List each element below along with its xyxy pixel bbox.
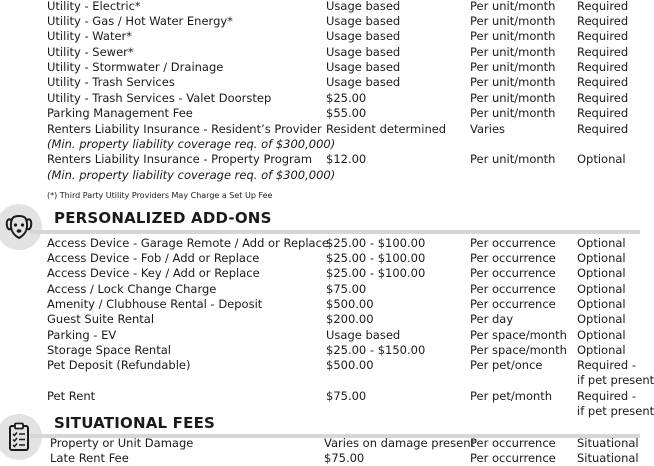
fee-name: Amenity / Clubhouse Rental - Deposit: [47, 297, 263, 311]
fee-name: Utility - Electric*: [47, 0, 141, 13]
table-row: [0, 343, 640, 358]
fee-frequency: Per unit/month: [470, 152, 556, 166]
fee-frequency: Per unit/month: [470, 60, 556, 74]
fee-requirement-note: if pet present: [577, 373, 654, 387]
fee-requirement: Optional: [577, 251, 626, 265]
fee-frequency: Per occurrence: [470, 297, 556, 311]
coverage-note: (Min. property liability coverage req. of $300,000): [47, 168, 336, 182]
fee-name: Guest Suite Rental: [47, 312, 155, 326]
fee-frequency: Per unit/month: [470, 0, 556, 13]
table-row: [0, 29, 640, 44]
fee-requirement: Optional: [577, 328, 626, 342]
fee-requirement: Required: [577, 91, 629, 105]
fee-requirement: Required: [577, 14, 629, 28]
fee-amount: Usage based: [326, 75, 401, 89]
fee-requirement: Optional: [577, 312, 626, 326]
fee-requirement: Optional: [577, 297, 626, 311]
fee-requirement: Required: [577, 106, 629, 120]
fee-amount: $55.00: [326, 106, 367, 120]
fee-amount: $200.00: [326, 312, 374, 326]
table-row: [0, 0, 640, 14]
fee-requirement: Required -: [577, 389, 636, 403]
fee-frequency: Per space/month: [470, 343, 567, 357]
table-row: [0, 358, 640, 373]
fee-name: Renters Liability Insurance - Resident’s Provider: [47, 122, 322, 136]
fee-requirement: Required -: [577, 358, 636, 372]
fee-name: Parking Management Fee: [47, 106, 193, 120]
fee-amount: Usage based: [326, 0, 401, 13]
fee-frequency: Per space/month: [470, 328, 567, 342]
fee-amount: $12.00: [326, 152, 367, 166]
table-row: [0, 106, 640, 121]
fee-amount: Usage based: [326, 14, 401, 28]
table-row: [0, 436, 640, 451]
fee-amount: Usage based: [326, 60, 401, 74]
table-row: [0, 389, 640, 404]
fee-frequency: Per unit/month: [470, 106, 556, 120]
fee-amount: $75.00: [324, 451, 365, 465]
fee-requirement: Required: [577, 122, 629, 136]
fee-frequency: Per occurrence: [470, 251, 556, 265]
fee-frequency: Per occurrence: [470, 282, 556, 296]
table-row: [0, 45, 640, 60]
coverage-note: (Min. property liability coverage req. of $300,000): [47, 137, 336, 151]
fee-requirement: Situational: [577, 436, 639, 450]
fee-requirement: Optional: [577, 282, 626, 296]
fee-requirement: Required: [577, 0, 629, 13]
fee-frequency: Per occurrence: [470, 236, 556, 250]
fee-name: Utility - Trash Services: [47, 75, 175, 89]
table-row: [0, 282, 640, 297]
fee-frequency: Per occurrence: [470, 266, 556, 280]
fee-requirement: Required: [577, 45, 629, 59]
fee-requirement: Optional: [577, 236, 626, 250]
fee-name: Utility - Sewer*: [47, 45, 134, 59]
fee-requirement: Optional: [577, 152, 626, 166]
fee-frequency: Per pet/month: [470, 389, 553, 403]
table-row: [0, 122, 640, 137]
fee-amount: $500.00: [326, 358, 374, 372]
table-row: [0, 251, 640, 266]
fee-requirement: Required: [577, 75, 629, 89]
section-divider: [30, 230, 640, 234]
fee-name: Access Device - Garage Remote / Add or Replace: [47, 236, 329, 250]
table-row: [0, 266, 640, 281]
fee-amount: $25.00: [326, 91, 367, 105]
fee-frequency: Per pet/once: [470, 358, 543, 372]
fee-frequency: Per occurrence: [470, 436, 556, 450]
fee-requirement: Optional: [577, 343, 626, 357]
fee-name: Utility - Stormwater / Drainage: [47, 60, 224, 74]
fee-frequency: Varies: [470, 122, 506, 136]
fee-amount: $25.00 - $100.00: [326, 266, 426, 280]
fee-name: Property or Unit Damage: [50, 436, 194, 450]
utility-footnote: (*) Third Party Utility Providers May Charge a Set Up Fee: [47, 191, 273, 200]
table-row-note: [0, 168, 640, 183]
fee-frequency: Per unit/month: [470, 91, 556, 105]
fee-amount: $500.00: [326, 297, 374, 311]
fee-name: Utility - Trash Services - Valet Doorstep: [47, 91, 272, 105]
table-row: [0, 328, 640, 343]
fee-name: Parking - EV: [47, 328, 117, 342]
fee-frequency: Per day: [470, 312, 514, 326]
table-row: [0, 297, 640, 312]
section-title-addons: PERSONALIZED ADD-ONS: [54, 209, 272, 227]
fee-amount: $75.00: [326, 389, 367, 403]
fee-requirement: Required: [577, 29, 629, 43]
section-title-situational: SITUATIONAL FEES: [54, 414, 216, 432]
fee-amount: Usage based: [326, 29, 401, 43]
fee-name: Pet Deposit (Refundable): [47, 358, 191, 372]
table-row: [0, 14, 640, 29]
table-row: [0, 152, 640, 167]
table-row: [0, 91, 640, 106]
table-row-note: [0, 137, 640, 152]
fee-requirement: Optional: [577, 266, 626, 280]
fee-name: Late Rent Fee: [50, 451, 129, 465]
fee-frequency: Per unit/month: [470, 75, 556, 89]
fee-frequency: Per unit/month: [470, 29, 556, 43]
table-row-continuation: [0, 373, 654, 388]
fee-frequency: Per occurrence: [470, 451, 556, 465]
fee-amount: Resident determined: [326, 122, 447, 136]
table-row: [0, 312, 640, 327]
fee-name: Access / Lock Change Charge: [47, 282, 217, 296]
fee-frequency: Per unit/month: [470, 45, 556, 59]
fee-amount: Usage based: [326, 328, 401, 342]
fee-name: Renters Liability Insurance - Property Program: [47, 152, 313, 166]
fee-amount: $75.00: [326, 282, 367, 296]
fee-name: Access Device - Key / Add or Replace: [47, 266, 260, 280]
fee-amount: Usage based: [326, 45, 401, 59]
fee-amount: $25.00 - $150.00: [326, 343, 426, 357]
fee-requirement: Required: [577, 60, 629, 74]
fee-amount: $25.00 - $100.00: [326, 251, 426, 265]
fee-frequency: Per unit/month: [470, 14, 556, 28]
table-row: [0, 60, 640, 75]
fee-requirement-note: if pet present: [577, 404, 654, 418]
fee-requirement: Situational: [577, 451, 639, 465]
table-row: [0, 236, 640, 251]
fee-name: Access Device - Fob / Add or Replace: [47, 251, 260, 265]
fee-name: Utility - Gas / Hot Water Energy*: [47, 14, 233, 28]
fee-amount: $25.00 - $100.00: [326, 236, 426, 250]
table-row: [0, 451, 640, 466]
table-row: [0, 75, 640, 90]
fee-name: Storage Space Rental: [47, 343, 171, 357]
fee-name: Utility - Water*: [47, 29, 133, 43]
fee-amount: Varies on damage present: [324, 436, 475, 450]
fee-name: Pet Rent: [47, 389, 96, 403]
